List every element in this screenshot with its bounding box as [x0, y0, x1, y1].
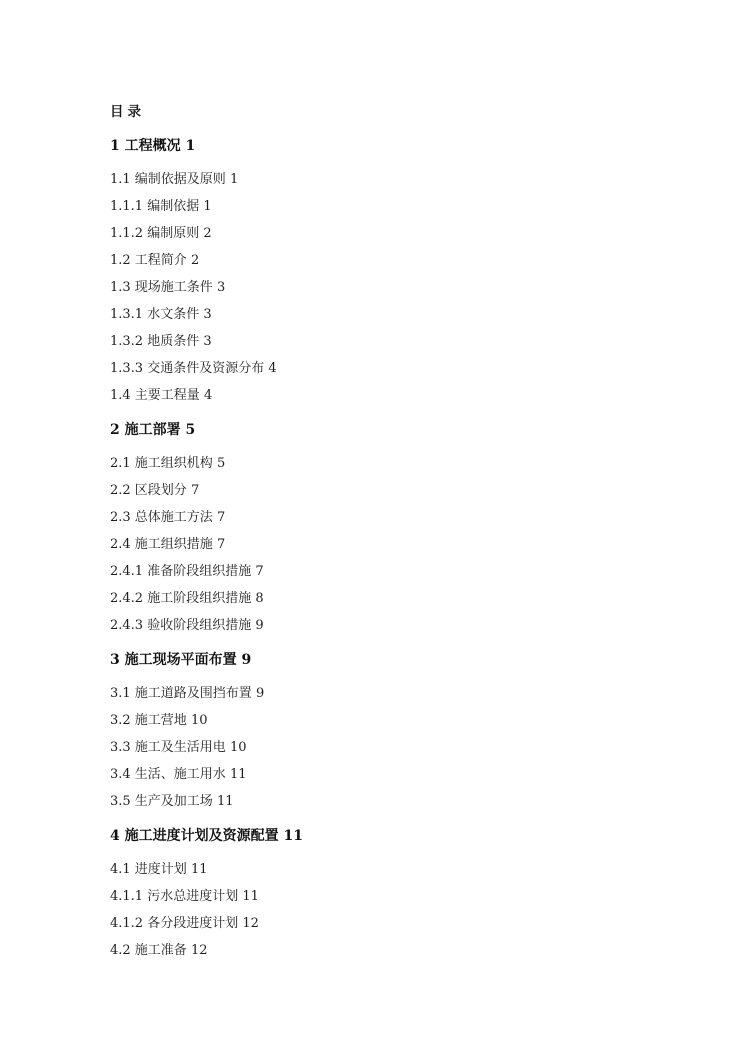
toc-entry-text: 1.1.1 编制依据 — [110, 199, 200, 214]
toc-entry-text: 2.1 施工组织机构 — [110, 456, 213, 471]
toc-entry-text: 2.2 区段划分 — [110, 483, 187, 498]
toc-entry-page-number: 3 — [199, 334, 212, 349]
toc-entry-page-number: 11 — [186, 862, 208, 877]
toc-entry-page-number: 11 — [238, 889, 259, 904]
toc-entry-text: 3.5 生产及加工场 — [110, 794, 213, 809]
toc-entry-page-number: 9 — [236, 652, 252, 668]
toc-entry — [110, 565, 674, 579]
toc-entry — [110, 362, 674, 376]
toc-entry-text: 1.3 现场施工条件 — [110, 280, 213, 295]
toc-entry-page-number: 10 — [186, 713, 208, 728]
toc-entry-text: 2.4.1 准备阶段组织措施 — [110, 564, 252, 579]
toc-entry — [110, 863, 674, 877]
toc-entry-page-number: 11 — [278, 828, 303, 844]
toc-entry-page-number: 2 — [199, 226, 212, 241]
toc-entry-text: 4.1.2 各分段进度计划 — [110, 916, 239, 931]
toc-entry-text: 3 施工现场平面布置 — [110, 652, 237, 668]
toc-entry — [110, 254, 674, 268]
toc-entry-text: 3.2 施工营地 — [110, 713, 187, 728]
toc-entry-page-number: 12 — [186, 943, 208, 958]
toc-title: 目录 — [110, 104, 145, 120]
toc-chapter-entry — [110, 139, 674, 153]
toc-chapter-entry — [110, 829, 674, 843]
toc-entry — [110, 511, 674, 525]
toc-entry-page-number: 7 — [251, 564, 264, 579]
toc-entry-page-number: 3 — [199, 307, 212, 322]
toc-entry — [110, 619, 674, 633]
toc-entry — [110, 173, 674, 187]
toc-entry — [110, 457, 674, 471]
toc-entry — [110, 281, 674, 295]
toc-entry-page-number: 1 — [225, 172, 239, 187]
toc-entry — [110, 389, 674, 403]
toc-entry-text: 4.2 施工准备 — [110, 943, 187, 958]
toc-entry-page-number: 4 — [264, 361, 277, 376]
toc-entry — [110, 917, 674, 931]
toc-entry-page-number: 9 — [251, 686, 265, 701]
toc-entry — [110, 944, 674, 958]
toc-entry-text: 2 施工部署 — [110, 422, 181, 438]
toc-entry — [110, 227, 674, 241]
toc-entry-text: 4 施工进度计划及资源配置 — [110, 828, 279, 844]
toc-entry-text: 4.1.1 污水总进度计划 — [110, 889, 239, 904]
toc-entry-page-number: 12 — [238, 916, 259, 931]
toc-entry — [110, 200, 674, 214]
toc-entry-page-number: 7 — [212, 510, 226, 525]
toc-entry-text: 1.1.2 编制原则 — [110, 226, 200, 241]
toc-entry-text: 2.4.3 验收阶段组织措施 — [110, 618, 252, 633]
toc-entry-text: 2.4.2 施工阶段组织措施 — [110, 591, 252, 606]
toc-entry-text: 3.4 生活、施工用水 — [110, 767, 226, 782]
toc-entry-text: 2.4 施工组织措施 — [110, 537, 213, 552]
toc-entry-text: 1 工程概况 — [110, 138, 181, 154]
toc-entry — [110, 687, 674, 701]
toc-entry — [110, 308, 674, 322]
toc-entry — [110, 795, 674, 809]
toc-entry-page-number: 5 — [212, 456, 226, 471]
toc-entry-page-number: 7 — [186, 483, 200, 498]
toc-entry-text: 1.1 编制依据及原则 — [110, 172, 226, 187]
toc-entry-page-number: 9 — [251, 618, 264, 633]
toc-list — [110, 139, 674, 958]
toc-entry-page-number: 10 — [225, 740, 247, 755]
toc-entry-text: 1.3.1 水文条件 — [110, 307, 200, 322]
toc-entry-text: 1.3.3 交通条件及资源分布 — [110, 361, 265, 376]
toc-entry-text: 1.3.2 地质条件 — [110, 334, 200, 349]
toc-entry-page-number: 5 — [180, 422, 196, 438]
toc-chapter-entry — [110, 653, 674, 667]
toc-entry — [110, 768, 674, 782]
toc-entry-page-number: 2 — [186, 253, 200, 268]
toc-entry-page-number: 1 — [180, 138, 196, 154]
toc-entry — [110, 890, 674, 904]
toc-entry — [110, 335, 674, 349]
toc-entry-page-number: 8 — [251, 591, 264, 606]
toc-entry-page-number: 4 — [199, 388, 213, 403]
toc-entry-page-number: 3 — [212, 280, 226, 295]
toc-entry-text: 3.3 施工及生活用电 — [110, 740, 226, 755]
toc-entry-text: 1.4 主要工程量 — [110, 388, 200, 403]
toc-entry-text: 4.1 进度计划 — [110, 862, 187, 877]
toc-entry — [110, 741, 674, 755]
toc-entry-page-number: 11 — [212, 794, 234, 809]
toc-entry-page-number: 1 — [199, 199, 212, 214]
toc-entry-text: 3.1 施工道路及围挡布置 — [110, 686, 252, 701]
toc-entry-text: 2.3 总体施工方法 — [110, 510, 213, 525]
toc-entry-page-number: 7 — [212, 537, 226, 552]
toc-entry-page-number: 11 — [225, 767, 247, 782]
toc-entry-text: 1.2 工程简介 — [110, 253, 187, 268]
toc-entry — [110, 592, 674, 606]
toc-chapter-entry — [110, 423, 674, 437]
toc-entry — [110, 714, 674, 728]
toc-entry — [110, 538, 674, 552]
toc-entry — [110, 484, 674, 498]
